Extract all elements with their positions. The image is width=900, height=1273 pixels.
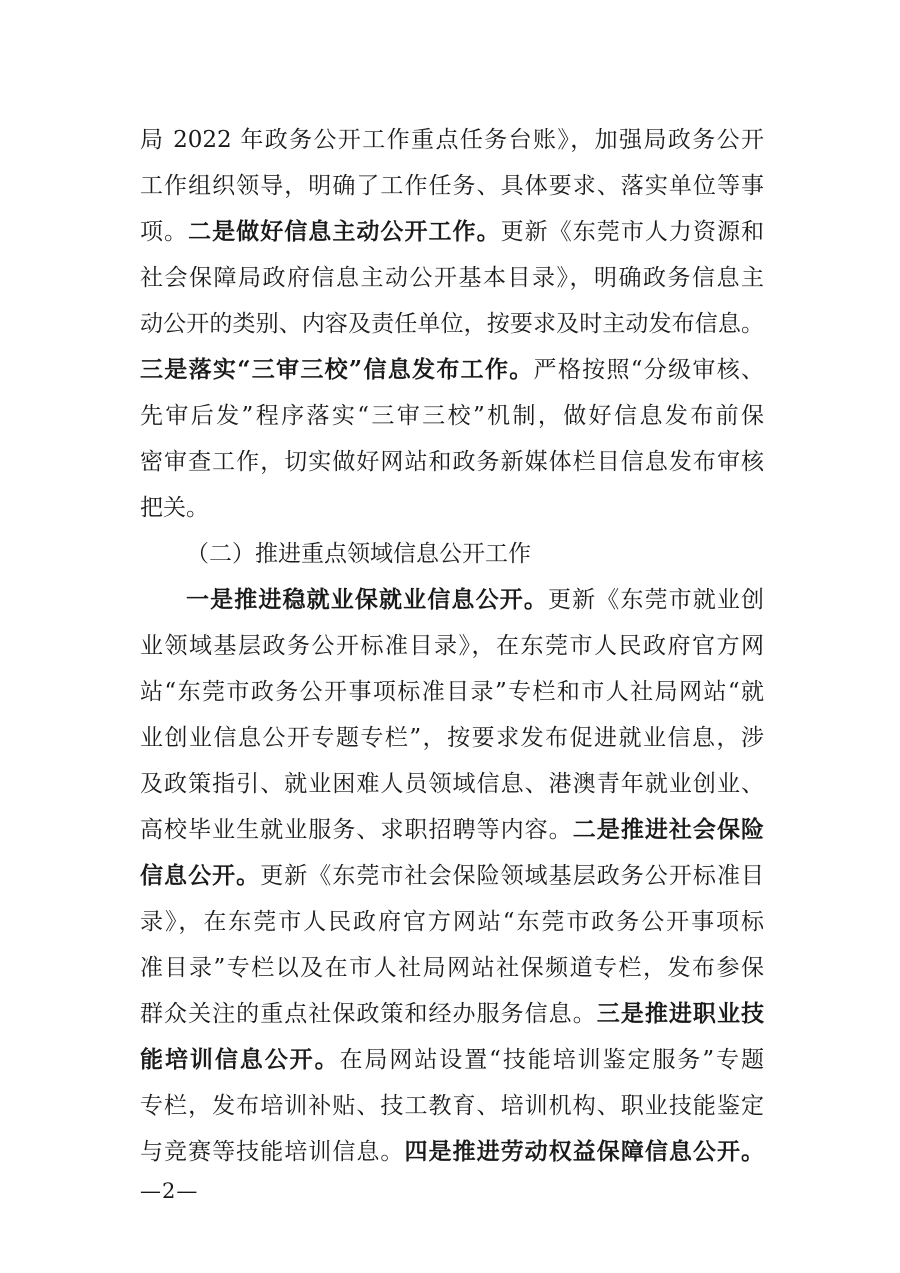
text-line bbox=[140, 393, 764, 439]
text-line bbox=[140, 255, 764, 301]
text-line bbox=[140, 807, 764, 853]
text-run: 更新《东莞市人力资源和 bbox=[500, 219, 765, 245]
page-number: —2— bbox=[140, 1179, 199, 1203]
text-line bbox=[140, 209, 764, 255]
text-run: 在局网站设置“技能培训鉴定服务”专题 bbox=[339, 1047, 764, 1073]
bold-run: 三是推进职业技 bbox=[596, 1000, 765, 1027]
text-line bbox=[140, 761, 764, 807]
bold-run: 二是做好信息主动公开工作。 bbox=[188, 218, 501, 245]
text-line bbox=[140, 1129, 764, 1175]
text-run: 社会保障局政府信息主动公开基本目录》，明确政务信息主 bbox=[140, 265, 764, 291]
text-run: 更新《东莞市社会保险领域基层政务公开标准目 bbox=[260, 863, 765, 889]
bold-run: 一是推进稳就业保就业信息公开。 bbox=[186, 586, 548, 613]
heading-text: （二）推进重点领域信息公开工作 bbox=[186, 541, 531, 567]
section-heading bbox=[140, 531, 764, 577]
bold-run: 信息公开。 bbox=[140, 862, 261, 889]
text-line bbox=[140, 945, 764, 991]
text-line bbox=[140, 439, 764, 485]
text-run: 准目录”专栏以及在市人社局网站社保频道专栏，发布参保 bbox=[140, 955, 764, 981]
bold-run: 能培训信息公开。 bbox=[140, 1046, 340, 1073]
text-run: 群众关注的重点社保政策和经办服务信息。 bbox=[140, 1001, 597, 1027]
text-run: 站“东莞市政务公开事项标准目录”专栏和市人社局网站“就 bbox=[140, 679, 764, 705]
text-run: 项。 bbox=[140, 219, 189, 245]
text-run: 工作组织领导，明确了工作任务、具体要求、落实单位等事 bbox=[140, 173, 764, 199]
text-line bbox=[140, 163, 764, 209]
text-line bbox=[140, 623, 764, 669]
text-run: 更新《东莞市就业创 bbox=[547, 587, 765, 613]
text-line bbox=[140, 1037, 764, 1083]
text-line bbox=[140, 117, 764, 163]
text-run: 动公开的类别、内容及责任单位，按要求及时主动发布信息。 bbox=[140, 311, 764, 337]
text-run: 业创业信息公开专题专栏”，按要求发布促进就业信息，涉 bbox=[140, 725, 764, 751]
text-line bbox=[140, 1083, 764, 1129]
text-run: 把关。 bbox=[140, 495, 209, 521]
text-line bbox=[140, 301, 764, 347]
document-body bbox=[140, 117, 764, 1175]
bold-run: 三是落实“三审三校”信息发布工作。 bbox=[140, 356, 534, 383]
text-run: 先审后发”程序落实“三审三校”机制，做好信息发布前保 bbox=[140, 403, 764, 429]
text-line bbox=[140, 899, 764, 945]
text-run: 密审查工作，切实做好网站和政务新媒体栏目信息发布审核 bbox=[140, 449, 764, 475]
text-line bbox=[140, 485, 764, 531]
text-run: 严格按照“分级审核、 bbox=[533, 357, 764, 383]
text-line bbox=[140, 715, 764, 761]
text-line bbox=[140, 669, 764, 715]
text-line bbox=[140, 991, 764, 1037]
text-line bbox=[140, 577, 764, 623]
bold-run: 二是推进社会保险 bbox=[572, 816, 765, 843]
text-run: 录》，在东莞市人民政府官方网站“东莞市政务公开事项标 bbox=[140, 909, 764, 935]
text-run: 与竞赛等技能培训信息。 bbox=[140, 1139, 405, 1165]
text-line bbox=[140, 347, 764, 393]
bold-run: 四是推进劳动权益保障信息公开。 bbox=[404, 1138, 765, 1165]
text-run: 局 2022 年政务公开工作重点任务台账》，加强局政务公开 bbox=[140, 127, 764, 153]
text-run: 高校毕业生就业服务、求职招聘等内容。 bbox=[140, 817, 573, 843]
text-run: 及政策指引、就业困难人员领域信息、港澳青年就业创业、 bbox=[140, 771, 764, 797]
text-line bbox=[140, 853, 764, 899]
text-run: 业领域基层政务公开标准目录》，在东莞市人民政府官方网 bbox=[140, 633, 764, 659]
text-run: 专栏，发布培训补贴、技工教育、培训机构、职业技能鉴定 bbox=[140, 1093, 764, 1119]
